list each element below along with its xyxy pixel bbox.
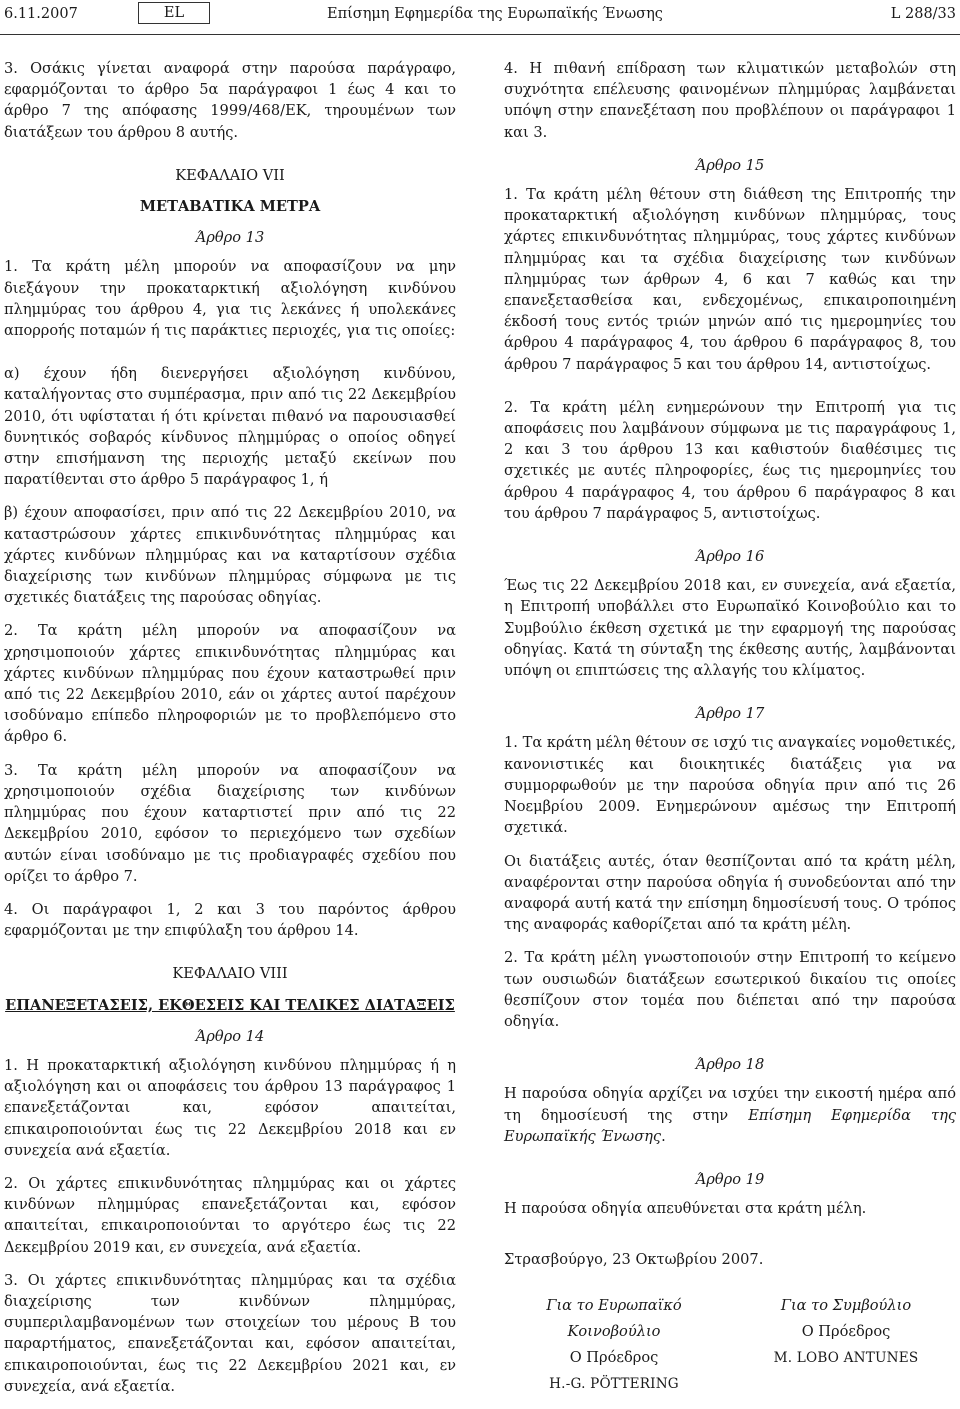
article-13-paragraph-4: 4. Οι παράγραφοι 1, 2 και 3 του παρόντος άρθρου εφαρμόζονται με την επιφύλαξη του άρθρου 14. (4, 900, 456, 940)
page-header (0, 0, 960, 36)
article-17-paragraph-2: 2. Τα κράτη μέλη γνωστοποιούν στην Επιτροπή το κείμενο των ουσιωδών διατάξεων εσωτερικού δικαίου τις οποίες θεσπίζουν στον τομέα που διέπεται από την παρούσα οδηγία. (504, 949, 956, 1030)
article-19-title: Άρθρο 19 (695, 1170, 765, 1188)
article-15-title: Άρθρο 15 (695, 156, 765, 174)
article-13-title: Άρθρο 13 (195, 229, 265, 247)
council-label: Για το Συμβούλιο (780, 1296, 912, 1314)
article-14-paragraph-3: 3. Οι χάρτες επικινδυνότητας πλημμύρας και τα σχέδια διαχείρισης των κινδύνων πλημμύρας, συμπεριλαμβανομένων των στοιχείων του μέρους Β του παραρτήματος, επανεξετάζονται και, εφόσον απαιτείται, επικαιροποιούνται, έως τις 22 Δεκεμβρίου 2021 και, εν συνεχεία, ανά εξαετία. (4, 1271, 456, 1395)
article-13-paragraph-3: 3. Τα κράτη μέλη μπορούν να αποφασίζουν να χρησιμοποιούν σχέδια διαχείρισης των κινδύνων πλημμύρας που έχουν καταρτιστεί πριν από τις 22 Δεκεμβρίου 2010, εφόσον το περιεχόμενο των σχεδίων αυτών είναι ισοδύναμο με τις προδιαγραφές σχεδίου που ορίζει το άρθρο 7. (4, 761, 456, 885)
chapter-7-number: ΚΕΦΑΛΑΙΟ VII (175, 166, 285, 184)
article-18-paragraph (504, 1083, 956, 1147)
article-13-point-a: α) έχουν ήδη διενεργήσει αξιολόγηση κινδύνου, καταλήγοντας στο συμπέρασμα, πριν από τις 22 Δεκεμβρίου 2010, ότι υφίσταται ή ότι κρίνεται πιθανό να παρουσιασθεί δυνητικός σοβαρός κίνδυνος πλημμύρας ο οποίος οδηγεί στην επισήμανση της περιοχής μεταξύ εκείνων που παρατίθενται στο άρθρο 5 παράγραφος 1, ή (4, 365, 456, 489)
council-president-name: M. LOBO ANTUNES (773, 1349, 919, 1366)
article-19-paragraph: Η παρούσα οδηγία απευθύνεται στα κράτη μέλη. (504, 1200, 867, 1218)
article-17-title: Άρθρο 17 (695, 705, 765, 723)
parliament-president-role: Ο Πρόεδρος (569, 1348, 659, 1366)
chapter-7-title: ΜΕΤΑΒΑΤΙΚΑ ΜΕΤΡΑ (139, 198, 321, 216)
council-signature (736, 1293, 956, 1371)
article-16-title: Άρθρο 16 (695, 548, 765, 566)
article-13-point-b: β) έχουν αποφασίσει, πριν από τις 22 Δεκεμβρίου 2010, να καταστρώσουν χάρτες επικινδυνότητας πλημμύρας και χάρτες κινδύνων πλημμύρας και να καταρτίσουν σχέδια διαχείρισης των κινδύνων πλημμύρας σύμφωνα με τις σχετικές διατάξεις της παρούσας οδηγίας. (4, 504, 456, 607)
article-18-text: Η παρούσα οδηγία αρχίζει να ισχύει την εικοστή ημέρα από τη δημοσίευσή της στην (504, 1085, 956, 1124)
place-and-date: Στρασβούργο, 23 Οκτωβρίου 2007. (504, 1251, 764, 1269)
language-badge: EL (138, 2, 210, 24)
article-14-paragraph-1: 1. Η προκαταρκτική αξιολόγηση κινδύνου πλημμύρας ή η αξιολόγηση και οι αποφάσεις του άρθρου 13 παράγραφος 1 επανεξετάζονται και, εφόσον απαιτείται, επικαιροποιούνται έως τις 22 Δεκεμβρίου 2018 και εν συνεχεία ανά εξαετία. (4, 1056, 456, 1159)
article-17-paragraph-1: 1. Τα κράτη μέλη θέτουν σε ισχύ τις αναγκαίες νομοθετικές, κανονιστικές και διοικητικές διατάξεις για να συμμορφωθούν με την παρούσα οδηγία πριν από τις 26 Νοεμβρίου 2009. Ενημερώνουν αμέσως την Επιτροπή σχετικά. (504, 734, 956, 837)
article-13-paragraph-2: 2. Τα κράτη μέλη μπορούν να αποφασίζουν να χρησιμοποιούν χάρτες επικινδυνότητας πλημμύρας και χάρτες κινδύνων πλημμύρας που έχουν καταστρωθεί πριν από τις 22 Δεκεμβρίου 2010, εάν οι χάρτες αυτοί παρέχουν ισοδύναμο επίπεδο πληροφοριών με το προβλεπόμενο στο άρθρο 6. (4, 622, 456, 746)
article-18-end: . (661, 1127, 666, 1145)
journal-title: Επίσημη Εφημερίδα της Ευρωπαϊκής Ένωσης (327, 6, 663, 22)
article-12-paragraph-3: 3. Οσάκις γίνεται αναφορά στην παρούσα παράγραφο, εφαρμόζονται το άρθρο 5α παράγραφοι 1 έως 4 και το άρθρο 7 της απόφασης 1999/468/ΕΚ, τηρουμένων των διατάξεων του άρθρου 8 αυτής. (4, 60, 456, 141)
article-14-paragraph-4: 4. Η πιθανή επίδραση των κλιματικών μεταβολών στη συχνότητα επέλευσης φαινομένων πλημμύρας λαμβάνεται υπόψη στην επανεξέταση που προβλέπουν οι παράγραφοι 1 και 3. (504, 60, 956, 141)
article-15-paragraph-1: 1. Τα κράτη μέλη θέτουν στη διάθεση της Επιτροπής την προκαταρκτική αξιολόγηση κινδύνων πλημμύρας, τους χάρτες επικινδυνότητας πλημμύρας, τους χάρτες κινδύνων πλημμύρας και τα σχέδια διαχείρισης των κινδύνων πλημμύρας των άρθρων 4, 6 και 7 καθώς και την επανεξετασθείσα και, ενδεχομένως, επικαιροποιημένη έκδοσή τους εντός τριών μηνών από τις ημερομηνίες του άρθρου 4 παράγραφος 4, του άρθρου 6 παράγραφος 8, του άρθρου 7 παράγραφος 5 και του άρθρου 14, αντιστοίχως. (504, 186, 956, 373)
chapter-8-title: ΕΠΑΝΕΞΕΤΑΣΕΙΣ, ΕΚΘΕΣΕΙΣ ΚΑΙ ΤΕΛΙΚΕΣ ΔΙΑΤΑΞΕΙΣ (5, 996, 455, 1014)
article-18-title: Άρθρο 18 (695, 1056, 765, 1074)
page-reference: L 288/33 (890, 6, 956, 22)
chapter-8-number: ΚΕΦΑΛΑΙΟ VIII (172, 965, 288, 983)
article-13-paragraph-1: 1. Τα κράτη μέλη μπορούν να αποφασίζουν να μην διεξάγουν την προκαταρκτική αξιολόγηση κινδύνου πλημμύρας του άρθρου 4, για τις λεκάνες ή υπολεκάνες απορροής ποταμών ή τις παράκτιες περιοχές, για τις οποίες: (4, 258, 456, 340)
article-14-title: Άρθρο 14 (195, 1027, 265, 1045)
publication-date: 6.11.2007 (4, 6, 78, 22)
header-divider (0, 34, 960, 35)
right-column (504, 58, 957, 1392)
signature-area (504, 1293, 956, 1392)
article-16-paragraph: Έως τις 22 Δεκεμβρίου 2018 και, εν συνεχεία, ανά εξαετία, η Επιτροπή υποβάλλει στο Ευρωπαϊκό Κοινοβούλιο και το Συμβούλιο έκθεση σχετικά με την εφαρμογή της παρούσας οδηγίας. Κατά τη σύνταξη της έκθεσης αυτής, λαμβάνονται υπόψη οι επιπτώσεις της αλλαγής του κλίματος. (504, 577, 956, 680)
parliament-signature (504, 1293, 724, 1397)
parliament-president-name: H.-G. PÖTTERING (549, 1375, 679, 1392)
article-17-paragraph-1-sub: Οι διατάξεις αυτές, όταν θεσπίζονται από τα κράτη μέλη, αναφέρονται στην παρούσα οδηγία ή συνοδεύονται από την αναφορά αυτή κατά την επίσημη δημοσίευσή τους. Ο τρόπος της αναφοράς καθορίζεται από τα κράτη μέλη. (504, 852, 956, 934)
left-column (4, 58, 456, 1409)
parliament-label: Για το Ευρωπαϊκό Κοινοβούλιο (546, 1296, 682, 1340)
article-14-paragraph-2: 2. Οι χάρτες επικινδυνότητας πλημμύρας και οι χάρτες κινδύνων πλημμύρας επανεξετάζονται και, εφόσον απαιτείται, επικαιροποιούνται το αργότερο έως τις 22 Δεκεμβρίου 2019 και, εν συνεχεία, ανά εξαετία. (4, 1174, 456, 1256)
official-journal-reference: Επίσημη Εφημερίδα της Ευρωπαϊκής Ένωσης (504, 1106, 957, 1145)
article-15-paragraph-2: 2. Τα κράτη μέλη ενημερώνουν την Επιτροπή για τις αποφάσεις που λαμβάνουν σύμφωνα με τις παραγράφους 1, 2 και 3 του άρθρου 13 και καθιστούν διαθέσιμες τις σχετικές με αυτές πληροφορίες, έως τις ημερομηνίες του άρθρου 4 παράγραφος 4, του άρθρου 6 παράγραφος 8 και του άρθρου 7 παράγραφος 5, αντιστοίχως. (504, 398, 956, 522)
council-president-role: Ο Πρόεδρος (801, 1322, 891, 1340)
